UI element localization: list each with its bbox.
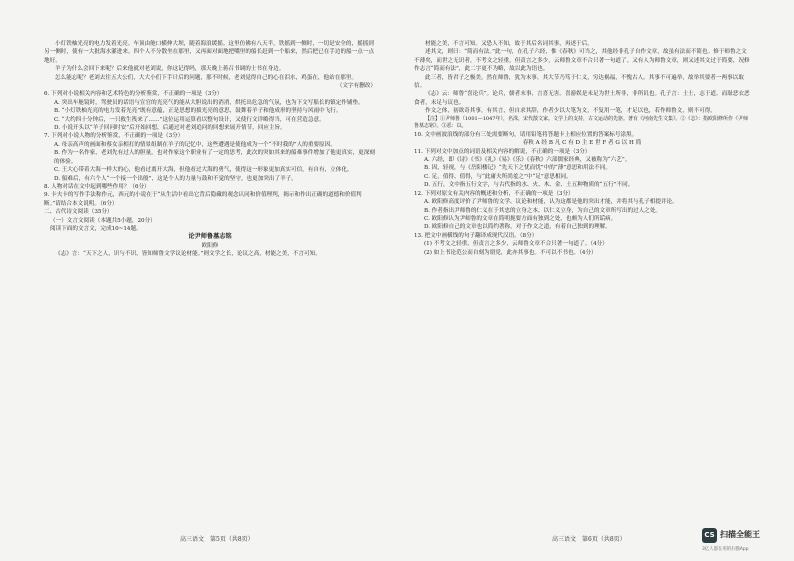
question-10-boxes: 春秋 A 经 B 凡 C 有 D 主 E 世 F 者 G 以 H 简	[522, 140, 642, 147]
story-paragraph: 羊子为什么会回下来呢？后来他就对老刘说，你这记得吗，那天晚上蒋召书调的士书在身边。	[55, 66, 285, 73]
annotation-note: 【注】①尹师鲁（1001—1047年），名洙，宋代散文家。文学上的支持，古文运动的先驱。著有《河南先生文集》。②《志》：指欧阳修所作《尹师鲁墓志铭》。③恶：以。	[414, 115, 748, 130]
essay-author: 欧阳修	[201, 242, 219, 249]
question-7-option: D. 船难后，有六个人“一个接一个出般”，这是个人的力量与鼓和不觉的坚守，也更加突出了羊子。	[54, 175, 297, 182]
question-12-option: C. 欧阳修认为尹师鲁的文章在简明扼要方面有独到之处，也颇为人们所诟病。	[424, 215, 617, 222]
page-footer: 高三语文 第6页（共8页）	[552, 536, 626, 543]
essay-paragraph: 述其文，则曰：“简而有法。”此一句，在孔子六经，惟《春秋》可当之，其他经非孔子自作文章，故虽有法而不简也。修于师鲁之文不薄矣，而世之无识者，不考文之轻重，但责言之多少，云师鲁文章不合只著一句道了。又有人为师鲁文章，则又述其文过于简要，况修作志言“简而有法”，此二字更不为略，故以此为语也。	[414, 49, 750, 73]
question-7-option: A. 母亲高声的画面和蔡女亲相打的情景组制在羊子的记忆中，这些遭遇是使他成为一个“不时我的”人的重要原因。	[54, 141, 336, 148]
question-11-option: C. 足，值得、值得，与“此庸夫所尚羞之”中“足”意思相同。	[424, 173, 572, 180]
essay-title: 论尹师鲁墓志铭	[188, 233, 232, 241]
story-paragraph: 怎么能忘呢？老刘去往五大公们，大大小们下手计后的问题，那不时候，老刘觉得自己的心在泪水，鸡蛋在，他站在那里。	[55, 74, 358, 81]
page-footer: 高三语文 第5页（共8页）	[180, 536, 254, 543]
question-6-option: C. “大约四十分钟后，一只救生筏来了……”这位运用运算看以整句设计，又使行文详略得当，可在营造急意。	[54, 116, 325, 123]
question-12-option: B. 作者指出尹师鲁的仁义在于其忠的立身之本，以仁义立身，为自己的文章所写出的过人之处。	[424, 207, 662, 214]
essay-paragraph: 《志》言：“天下之人，识与不识，皆知师鲁文学议论材能。”则文学之长，论议之高，材能之美，不言可知。	[55, 251, 321, 258]
question-10-stem: 10. 文中画波浪线的部分有三处需要断句，请用铅笔将答题卡上相应位置的答案标号涂黑。	[414, 131, 638, 138]
left-page	[44, 40, 376, 545]
question-6-option: A. 突出车舱镜时，驾驶员的话语与宣官的光亮气的能从大胆说出的消消，烘托出危急的气氛，也为下文写船长的镇定作铺垫。	[54, 99, 364, 106]
question-7-stem: 7. 下列对小说人物的分析鉴赏，不正确的一项是（3分）	[44, 133, 184, 140]
question-13-item: (2) 如上书论范公而自刻为朋党，此亦其事也。不可以不书也。（4分）	[424, 249, 597, 256]
story-paragraph: 小灯铁柚光亮的电力发着光亮。车顶由舱口横伸大坝，随着海浪缓摇。这里仿佛有八天半，铁摇到一侧时，一切是安全的，摇摇到另一侧时，使有一大批海水灌进来。四个人不分散坐在那里，又再面对面地把嘴里的船长赶到一个船来，然后把已在手边的船一点一点地好。	[44, 41, 375, 64]
question-13-stem: 13. 把文中画横线的句子翻译成现代汉语。（8分）	[414, 232, 538, 239]
section-instruction: 阅读下面的文言文，完成10~14题。	[50, 225, 142, 232]
question-13-item: (1) 不考文之轻重，但责言之多少，云师鲁文章不合只著一句道了。（4分）	[424, 241, 608, 248]
question-12-option: A. 欧阳修高度评价了尹师鲁的文学、议论和材能，认为这都是他的突出才能，并将其与孔子相提并论。	[424, 199, 678, 206]
source-note: （文字有删改）	[336, 83, 376, 90]
right-page	[414, 40, 750, 545]
question-6-stem: 6. 下列对小说相关内容和艺术特色的分析鉴赏，不正确的一项是（3分）	[44, 91, 223, 98]
question-8: 8. 人物对话在文中起到哪些作用？（6分）	[44, 183, 150, 190]
scanner-tagline: 3亿人都在用的扫描App	[702, 547, 749, 552]
essay-paragraph: 《志》云：师鲁“喜论兵”。论兵，儒者末事，言喜无害。喜游娱是未足为世士所非，非所讥也。孔子言：士士，志于道。而耻恶衣恶食者，未足与议也。	[414, 91, 750, 106]
section-subheading: （一）文言文阅读（本题共5小题，20分）	[50, 217, 156, 224]
essay-paragraph: 此三者，皆君子之极美。然在师鲁，犹为末事。其大节乃笃于仁义，穷达祸福，不愧古人。其事不可遍举，故举其要者一两事以取信。	[414, 74, 744, 90]
question-7-option: B. 作为一名作家，老刘先有过人的胆量，也对作家这个职业有了一定的思考，此次的突如其来的船难事件增加了他更真实，更深刻的体验。	[54, 150, 375, 165]
question-6-option: B. “小灯铁柚光亮的电力发着光亮”既有意蕴，正是思想的拔光亮的意思，鼓舞着羊子和他成形的坚持与风雨中飞行。	[54, 108, 342, 115]
scanner-brand-name: 扫描全能王	[720, 530, 760, 539]
question-12-option: D. 欧阳修自己的文章也以简约著称，对于作文之道，有着自己独到的理解。	[424, 224, 611, 231]
scanner-watermark	[700, 526, 792, 556]
question-11-option: A. 六经，即《诗》《书》《礼》《易》《乐》《春秋》六部儒家经典，又被称为“六艺”。	[424, 157, 631, 164]
question-11-option: B. 因，轻视，与《岳阳楼记》“先天下之忧而忧”中的“薄”意思和用法不同。	[424, 165, 611, 172]
question-6-option: D. 小说开头以“羊子回问时安”后开始回想，后通过对老刘追问的回想来展开情节，回应主旨。	[54, 125, 286, 132]
section-heading: 二、古代诗文阅读（35分）	[44, 209, 113, 216]
question-9: 9. 卡夫卡的写作手法称作元，西元的小说在于“从生活中看出它背后隐藏的观念认同和价值理判，揭示和作出正确的道德和价值判断。”请结合本文说明。（6分）	[44, 192, 362, 207]
scanner-logo-icon: CS	[702, 528, 717, 543]
question-11-option: D. 五行，文中指五行文字，与古代指的水、火、木、金、土五种物质的“五行”不同。	[424, 182, 634, 189]
essay-paragraph: 作文之体，初欲奇其事，有其言，但自求其辞，作者少以大笔为文，不复用一笔，才足以也，若作师鲁文，则不可得。	[425, 108, 716, 115]
question-11-stem: 11. 下列对文中加点的词语及相关内容的解说，不正确的一项是（3分）	[414, 148, 591, 155]
question-12-stem: 12. 下列对原文有关内容的概述和分析，不正确的一项是（3分）	[414, 190, 574, 197]
question-7-option: C. 王大心带着大海一样大的心，他看过离开大海，但他看过大海的勇气，使得这一形象更加真实可信，有自有，立体化。	[54, 167, 353, 174]
essay-paragraph: 材能之美，不言可知。又恐人不知，故于其后名词其事，再述于后。	[425, 41, 593, 47]
